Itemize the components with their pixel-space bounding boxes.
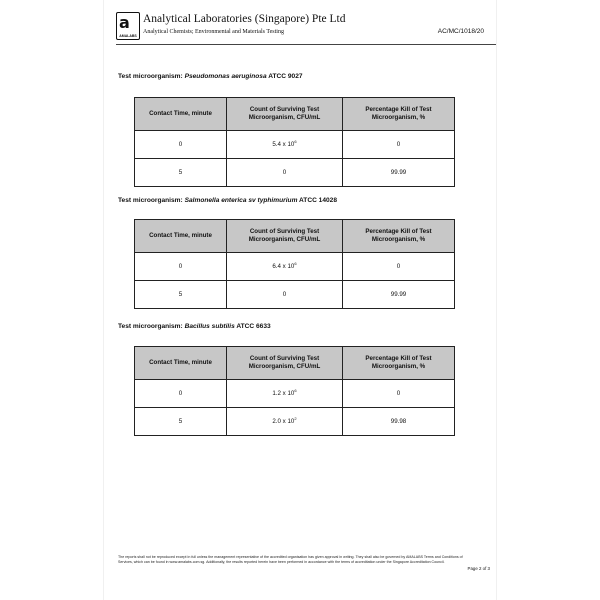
table-row	[135, 380, 455, 408]
letterhead	[116, 10, 496, 45]
company-name: Analytical Laboratories (Singapore) Pte Ltd	[143, 13, 346, 25]
cell-kill: 99.99	[343, 281, 455, 309]
organism-name: Pseudomonas aeruginosa	[184, 73, 267, 80]
cell-time: 0	[135, 131, 227, 159]
cell-time: 5	[135, 408, 227, 436]
company-logo	[116, 12, 140, 40]
cell-time: 5	[135, 159, 227, 187]
table-row	[135, 159, 455, 187]
cell-time: 0	[135, 380, 227, 408]
results-table-1	[134, 97, 455, 187]
section-title-3	[118, 323, 271, 330]
organism-strain: ATCC 14028	[297, 197, 338, 204]
cell-time: 0	[135, 253, 227, 281]
table-row	[135, 131, 455, 159]
company-subtitle: Analytical Chemists; Environmental and Materials Testing	[143, 29, 284, 35]
page-number: Page 2 of 3	[467, 566, 490, 571]
header-kill: Percentage Kill of Test Microorganism, %	[343, 347, 455, 380]
section-label: Test microorganism:	[118, 323, 185, 330]
header-contact-time: Contact Time, minute	[135, 98, 227, 131]
footer-disclaimer: The reports shall not be reproduced except in full unless the management representative of the accredited organisation has given approval in writing. They shall also be governed by AMALABS Terms and Conditions of Services, which can be found in www.amalabs.com.sg. Additionally, the results reported herein have been performed in accordance with the terms of accreditation under the Singapore Accreditation Council.	[118, 555, 463, 564]
cell-kill: 0	[343, 380, 455, 408]
cell-kill: 99.98	[343, 408, 455, 436]
logo-text: AMALABS	[119, 34, 137, 38]
section-title-1	[118, 73, 303, 80]
organism-name: Bacillus subtilis	[184, 323, 235, 330]
organism-strain: ATCC 6633	[234, 323, 271, 330]
header-count: Count of Surviving Test Microorganism, CFU/mL	[227, 347, 343, 380]
cell-count: 0	[227, 281, 343, 309]
cell-count: 2.0 x $10^2$	[227, 408, 343, 436]
organism-name: Salmonella enterica sv typhimurium	[184, 197, 298, 204]
results-table-2	[134, 219, 455, 309]
organism-strain: ATCC 9027	[266, 73, 303, 80]
cell-kill: 0	[343, 131, 455, 159]
report-reference: AC/MC/1018/20	[437, 28, 484, 35]
header-count: Count of Surviving Test Microorganism, CFU/mL	[227, 98, 343, 131]
header-kill: Percentage Kill of Test Microorganism, %	[343, 98, 455, 131]
section-label: Test microorganism:	[118, 73, 185, 80]
table-row	[135, 281, 455, 309]
logo-mark-icon: a	[119, 13, 130, 32]
table-header-row	[135, 98, 455, 131]
table-row	[135, 253, 455, 281]
cell-count: 1.2 x $10^6$	[227, 380, 343, 408]
header-count: Count of Surviving Test Microorganism, CFU/mL	[227, 220, 343, 253]
cell-kill: 0	[343, 253, 455, 281]
cell-count: 6.4 x $10^6$	[227, 253, 343, 281]
table-header-row	[135, 347, 455, 380]
header-kill: Percentage Kill of Test Microorganism, %	[343, 220, 455, 253]
cell-count: 0	[227, 159, 343, 187]
cell-kill: 99.99	[343, 159, 455, 187]
cell-count: 5.4 x $10^6$	[227, 131, 343, 159]
cell-time: 5	[135, 281, 227, 309]
header-contact-time: Contact Time, minute	[135, 347, 227, 380]
table-row	[135, 408, 455, 436]
table-header-row	[135, 220, 455, 253]
section-label: Test microorganism:	[118, 197, 185, 204]
section-title-2	[118, 197, 337, 204]
report-page	[104, 0, 496, 600]
header-contact-time: Contact Time, minute	[135, 220, 227, 253]
results-table-3	[134, 346, 455, 436]
